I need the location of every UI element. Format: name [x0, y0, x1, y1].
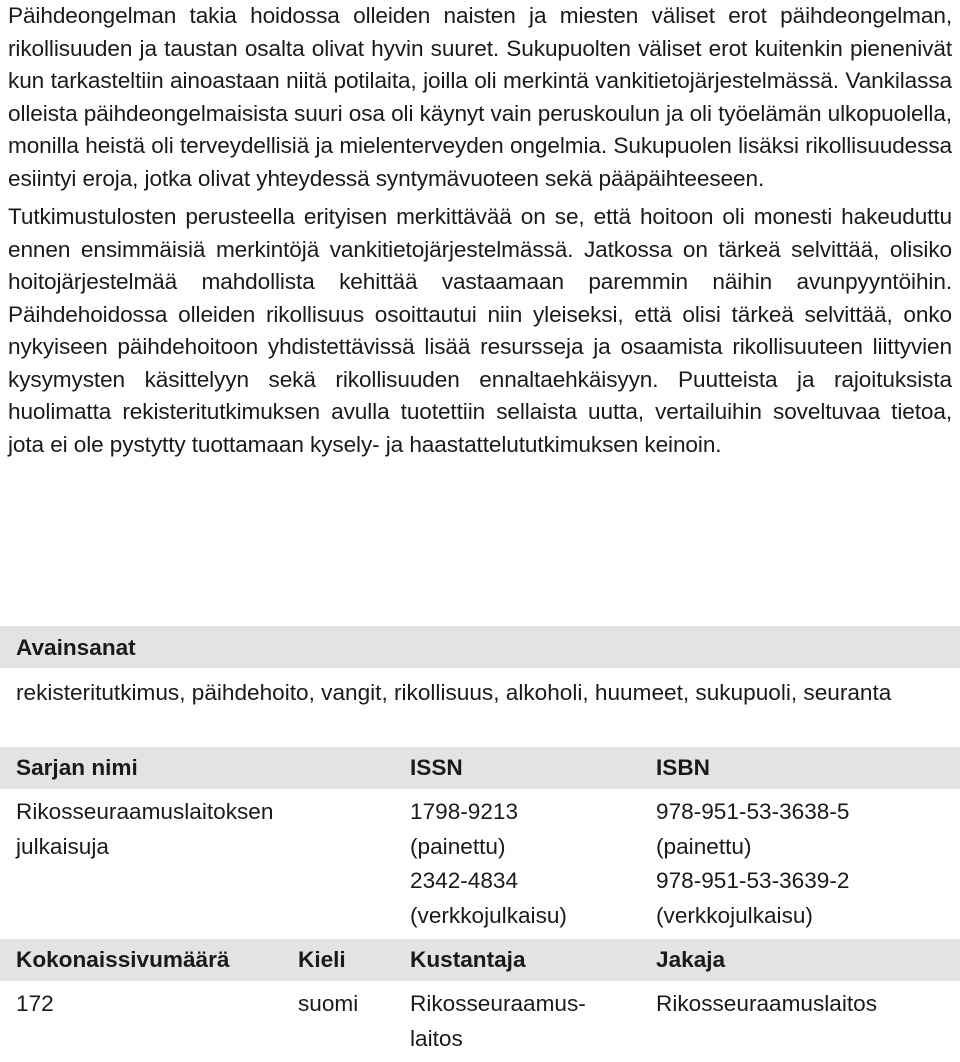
publication-header-row — [0, 939, 960, 981]
series-name-header: Sarjan nimi — [0, 747, 410, 789]
series-name-cell — [0, 789, 410, 939]
distributor-cell: Rikosseuraamuslaitos — [656, 991, 878, 1016]
page-count-header: Kokonaissivumäärä — [0, 939, 298, 981]
abstract-text — [8, 0, 952, 461]
publisher-line: Rikosseuraamus- — [410, 991, 586, 1016]
series-name-line: julkaisuja — [16, 833, 109, 859]
issn-header: ISSN — [410, 747, 656, 789]
issn-line: 2342-4834 — [410, 868, 519, 893]
series-data-row — [0, 789, 960, 939]
keywords-text: rekisteritutkimus, päihdehoito, vangit, rikollisuus, alkoholi, huumeet, sukupuoli, seuranta — [16, 680, 892, 705]
issn-line: 1798-9213 — [410, 799, 519, 824]
series-name-line: Rikosseuraamuslaitoksen — [16, 799, 274, 824]
language-header: Kieli — [298, 939, 410, 981]
keywords-header — [0, 626, 960, 668]
language-cell: suomi — [298, 991, 359, 1016]
abstract-paragraph: Tutkimustulosten perusteella erityisen merkittävää on se, että hoitoon oli monesti hakeuduttu ennen ensimmäisiä merkintöjä vankitietojärjestelmässä. Jatkossa on tärkeä selvittää, olisiko hoitojärjestelmää mahdollista kehittää vastaamaan paremmin näihin avunpyyntöihin. Päihdehoidossa olleiden rikollisuus osoittautui niin yleiseksi, että olisi tärkeä selvittää, onko nykyiseen päihdehoitoon yhdistettävissä lisää resursseja ja osaamista rikollisuuteen liittyvien kysymysten käsittelyyn sekä rikollisuuden ennaltaehkäisyyn. Puutteista ja rajoituksista huolimatta rekisteritutkimuksen avulla tuotettiin sellaista uutta, vertailuihin soveltuvaa tietoa, jota ei ole pystytty tuottamaan kysely- ja haastattelututkimuksen keinoin. — [8, 204, 952, 457]
publisher-cell — [410, 981, 656, 1062]
page-count-cell: 172 — [16, 991, 54, 1016]
abstract-paragraph: Päihdeongelman takia hoidossa olleiden naisten ja miesten väliset erot päihdeongelman, rikollisuuden ja taustan osalta olivat hyvin suuret. Sukupuolten väliset erot kuitenkin pienenivät kun tarkasteltiin ainoastaan niitä potilaita, joilla oli merkintä vankitietojärjestelmässä. Vankilassa olleista päihdeongelmaisista suuri osa oli käynyt vain peruskoulun ja oli työelämän ulkopuolella, monilla heistä oli terveydellisiä ja mielenterveyden ongelmia. Sukupuolen lisäksi rikollisuudessa esiintyi eroja, jotka olivat yhteydessä syntymävuoteen sekä pääpäihteeseen. — [8, 3, 952, 191]
issn-line: (verkkojulkaisu) — [410, 902, 567, 928]
isbn-line: 978-951-53-3638-5 — [656, 799, 850, 824]
publication-data-row — [0, 981, 960, 1062]
series-header-row — [0, 747, 960, 789]
distributor-header: Jakaja — [656, 939, 960, 981]
isbn-line: 978-951-53-3639-2 — [656, 868, 850, 893]
isbn-cell — [656, 789, 960, 939]
publisher-line: laitos — [410, 1025, 463, 1051]
issn-line: (painettu) — [410, 833, 506, 859]
publisher-header: Kustantaja — [410, 939, 656, 981]
keywords-heading: Avainsanat — [16, 635, 136, 660]
issn-cell — [410, 789, 656, 939]
isbn-header: ISBN — [656, 747, 960, 789]
isbn-line: (verkkojulkaisu) — [656, 902, 813, 928]
isbn-line: (painettu) — [656, 833, 752, 859]
publication-info-table — [0, 747, 960, 1062]
